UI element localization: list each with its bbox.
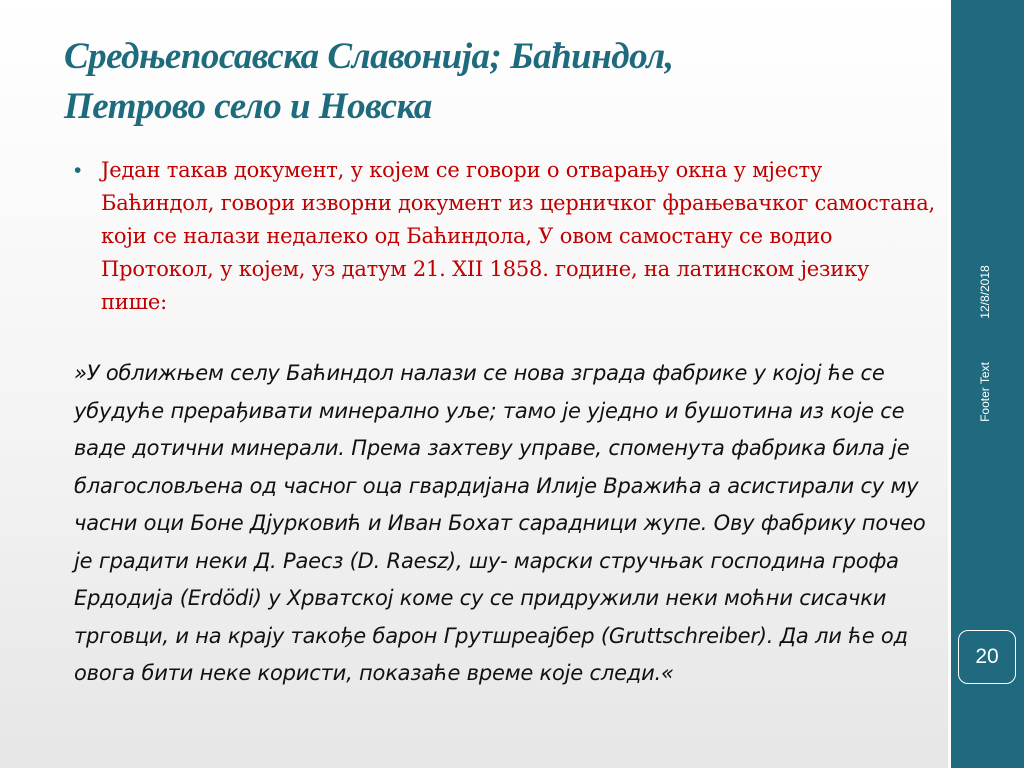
quote-paragraph: »У оближњем селу Баћиндол налази се нова зграда фабрике у којој ће се убудуће прерађивати минерално уље; тамо је уједно и бушотина из које се ваде дотични минерали. Према захтеву управе, споменута фабрика била је благословљена од часног оца гвардијана Илије Вражића а асистирали су му часни оци Боне Дјурковић и Иван Бохат сарадници жупе. Ову фабрику почео је градити неки Д. Раесз (D. Raesz), шу- марски стручњак господина грофа Ердодија (Erdödi) у Хрватској коме су се придружили неки моћни сисачки трговци, и на крају такође барон Грутшреајбер (Gruttschreiber). Да ли ће од овога бити неке користи, показаће време које следи.«	[74, 361, 926, 685]
bullet-item	[74, 154, 936, 319]
page-number-badge	[958, 630, 1016, 684]
page-number: 20	[975, 645, 999, 668]
bullet-text: Један такав документ, у којем се говори о отварању окна у мјесту Баћиндол, говори изворни документ из церничког фрањевачког самостана, који се налази недалеко од Баћиндола, У овом самостану се водио Протокол, у којем, уз датум 21. XII 1858. године, на латинском језику пише:	[101, 158, 936, 314]
slide-date: 12/8/2018	[978, 265, 992, 319]
slide-title-line-1: Средњепосавска Славонија; Баћиндол,	[64, 36, 674, 77]
slide-footer-text: Footer Text	[978, 362, 992, 422]
slide-title	[64, 32, 924, 132]
slide-title-line-2: Петрово село и Новска	[64, 86, 432, 127]
bullet-dot-icon: •	[74, 159, 82, 182]
